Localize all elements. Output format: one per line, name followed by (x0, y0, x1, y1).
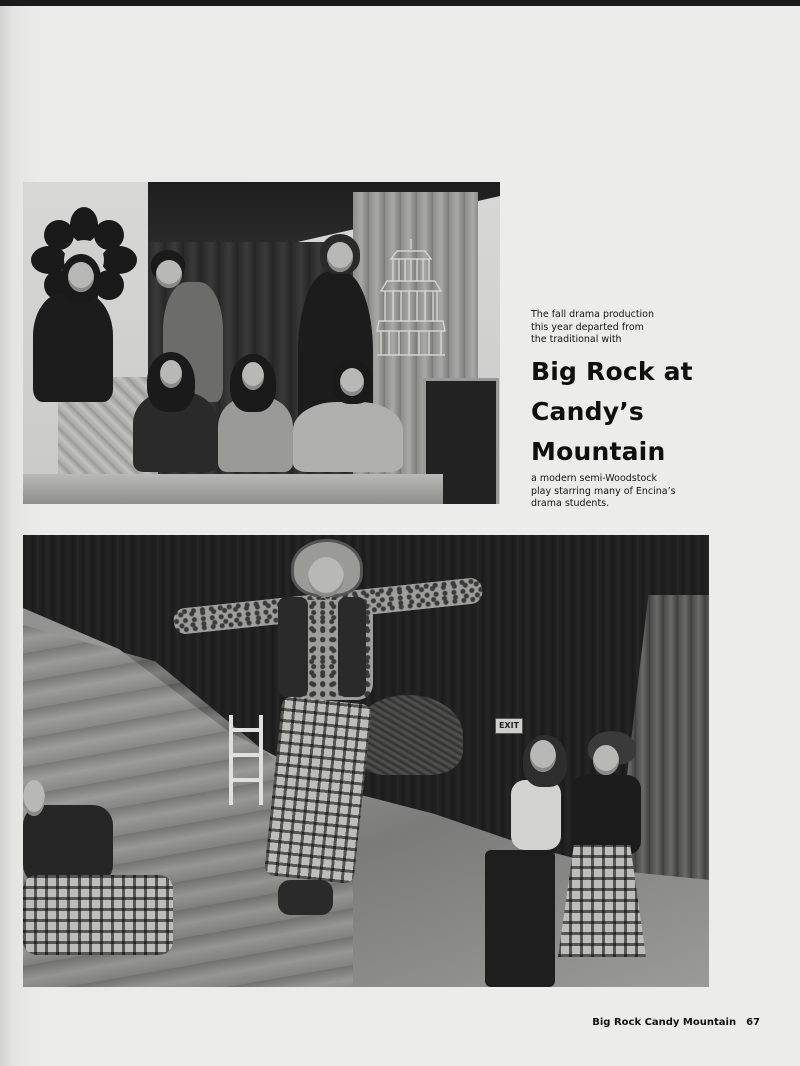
actor-face (68, 262, 94, 292)
play-title (531, 352, 761, 472)
caption-outro-line: play starring many of Encina’s (531, 485, 676, 497)
caption-outro-line: a modern semi-Woodstock (531, 473, 657, 484)
seated-actor-shirt (23, 805, 113, 885)
caption-outro-line: drama students. (531, 498, 610, 509)
play-title-line: Big Rock at (531, 357, 693, 386)
actor-plaid-pants (264, 696, 372, 884)
girl-dark-pants (485, 850, 555, 987)
caption-intro-line: The fall drama production (531, 309, 655, 320)
stage-photo-top (23, 182, 500, 504)
brush-prop (353, 695, 463, 775)
actor-face (327, 242, 353, 272)
actor-girl-sitting (33, 292, 113, 402)
page-number: 67 (746, 1017, 760, 1028)
girl-white-top (511, 780, 561, 850)
caption-intro (531, 309, 731, 347)
girl-face (593, 745, 619, 775)
girl-dark-jacket (571, 775, 641, 855)
play-title-line: Candy’s (531, 397, 644, 426)
girl-face (530, 740, 556, 772)
actor-face (156, 260, 182, 288)
birdcage-pagoda-icon (375, 237, 447, 362)
page-top-edge (0, 0, 800, 6)
actor-boy-seated (293, 402, 403, 472)
ladder-prop-icon (223, 715, 273, 805)
actor-vest-right (338, 597, 366, 697)
seated-actor-plaid-pants (23, 875, 173, 955)
actor-face (340, 368, 364, 396)
stage-platform (23, 474, 443, 504)
stage-photo-bottom (23, 535, 709, 987)
exit-sign: EXIT (495, 718, 523, 734)
running-title: Big Rock Candy Mountain (592, 1017, 737, 1028)
caption-intro-line: the traditional with (531, 334, 622, 345)
actor-face (242, 362, 264, 390)
actor-vest-left (278, 597, 308, 697)
page-footer (560, 1016, 760, 1030)
actor-face (160, 360, 182, 388)
caption-outro (531, 473, 751, 511)
actor-boots (278, 880, 333, 915)
actor-face (308, 557, 344, 597)
caption-intro-line: this year departed from (531, 321, 644, 333)
play-title-line: Mountain (531, 437, 666, 466)
seated-actor-face (23, 780, 45, 816)
